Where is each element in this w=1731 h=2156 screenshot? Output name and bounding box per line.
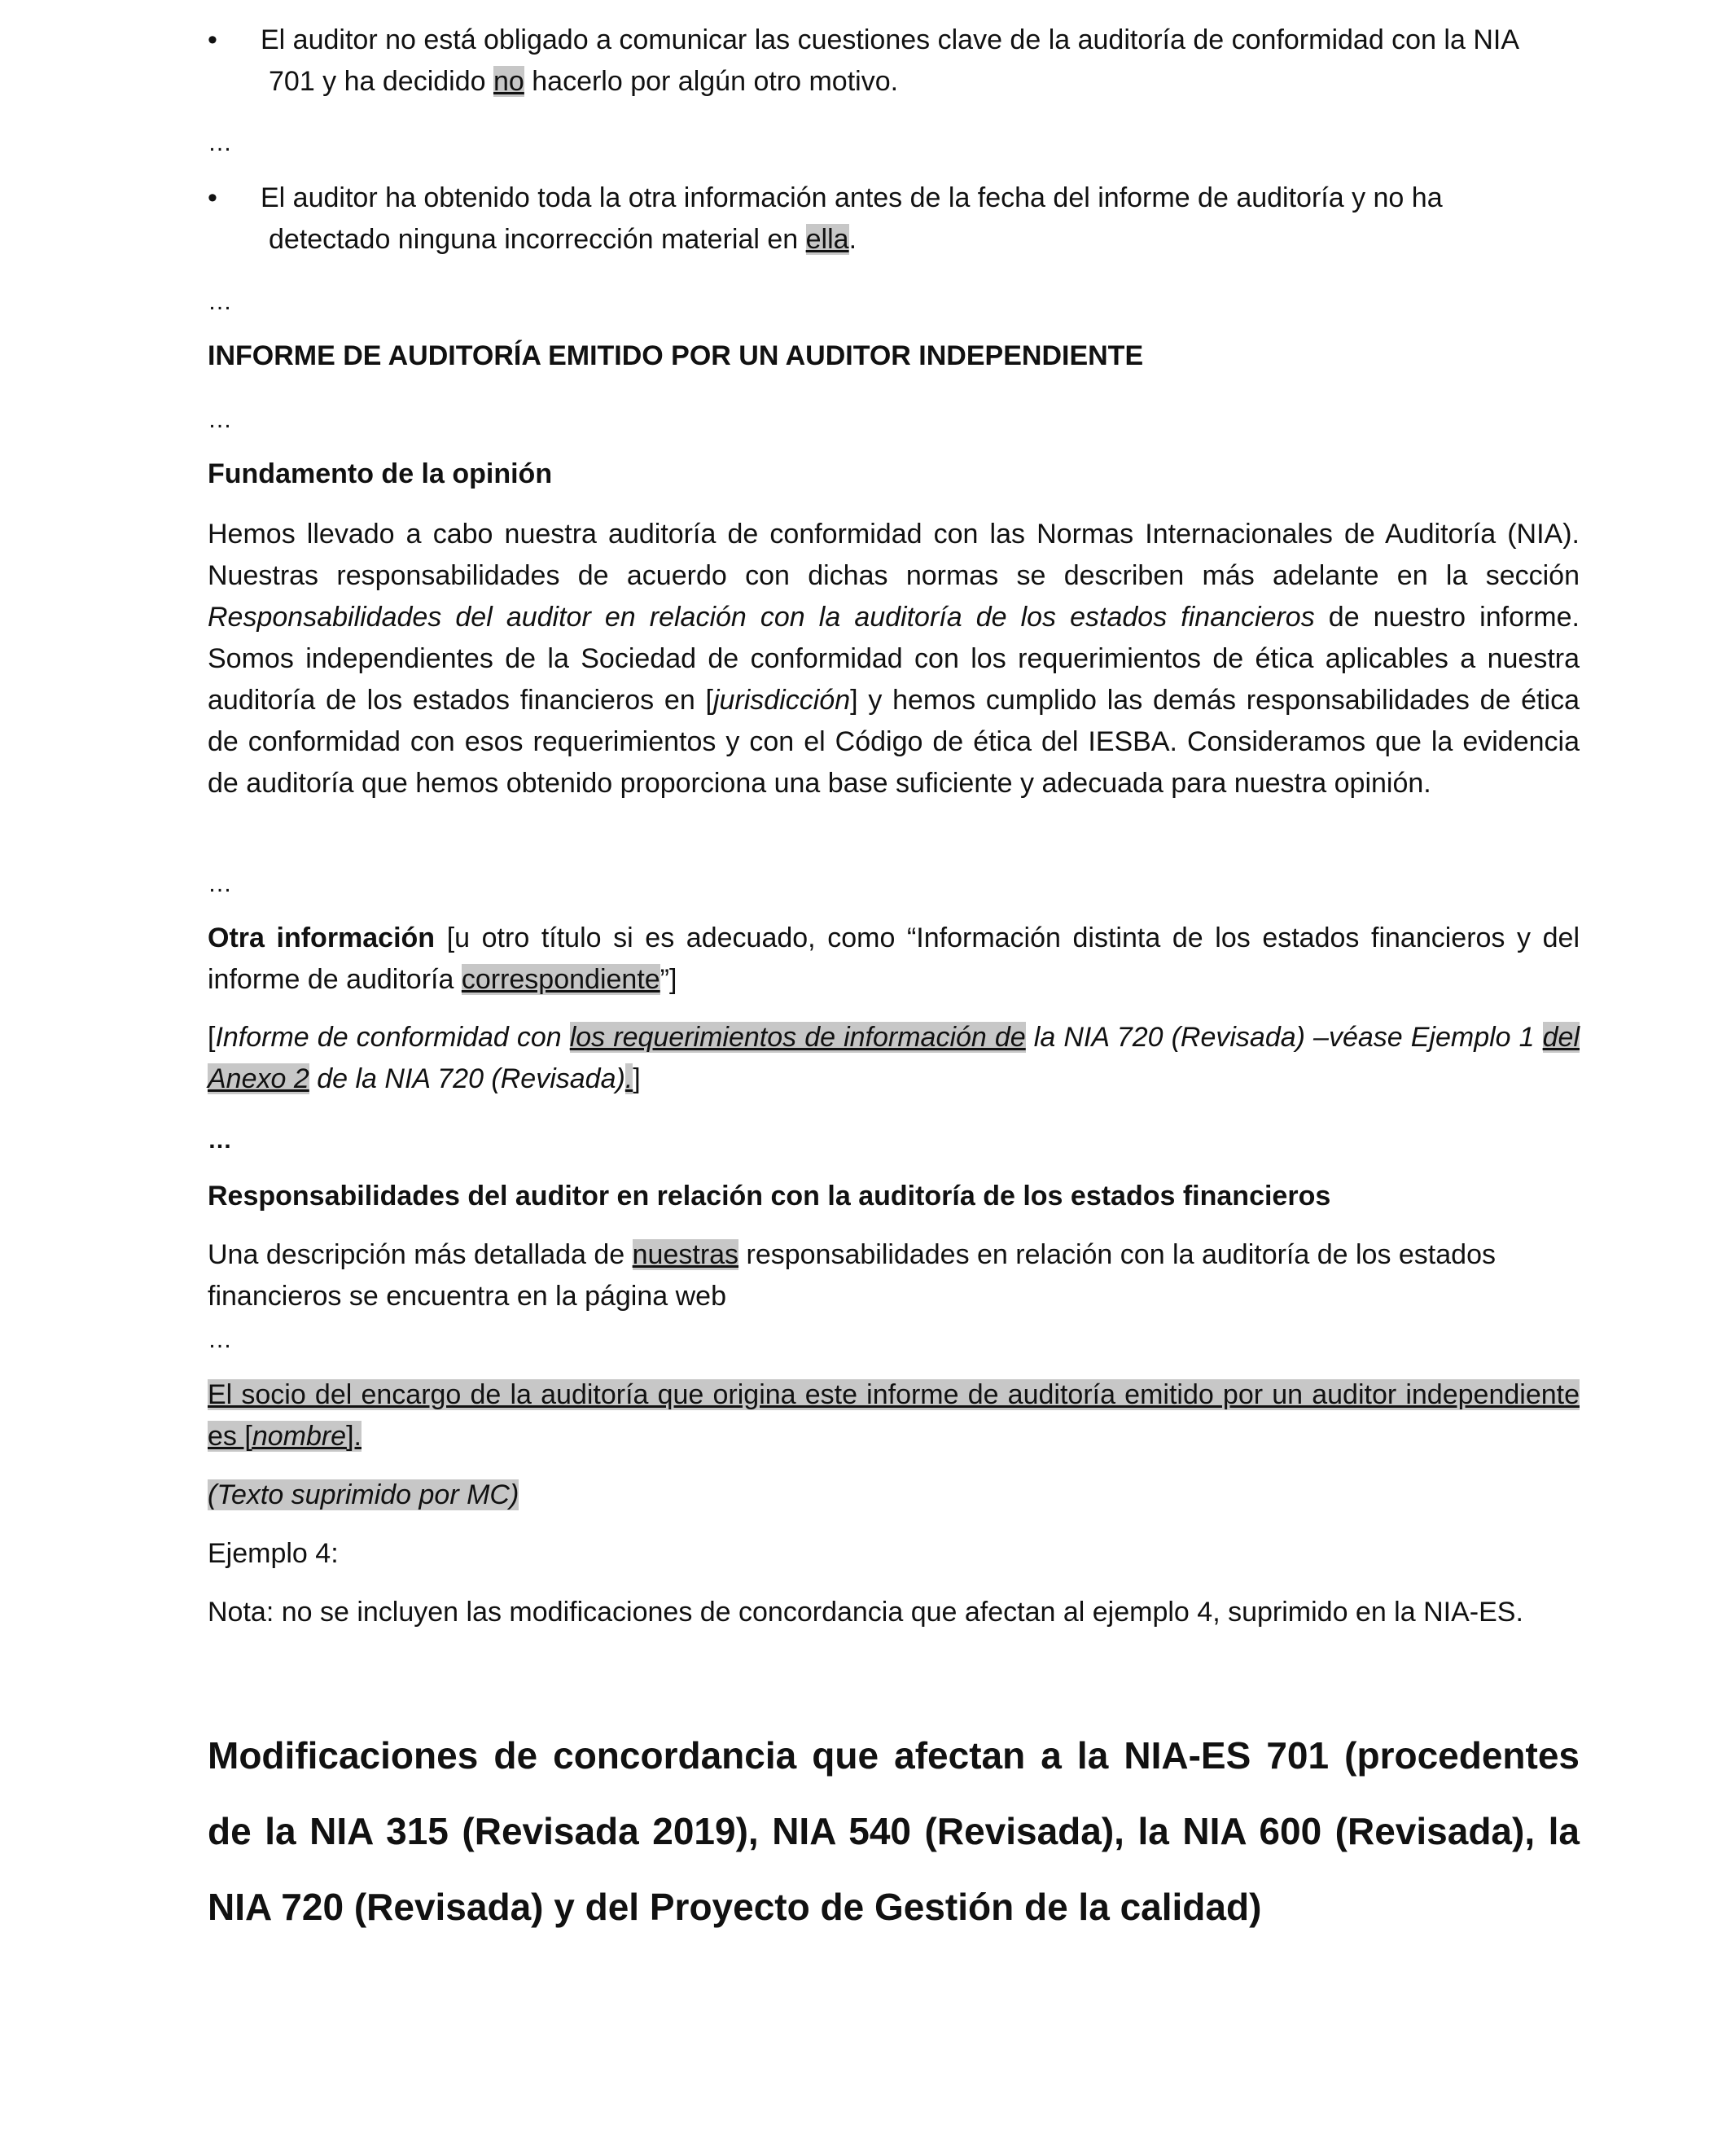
main-heading: Modificaciones de concordancia que afectan a la NIA-ES 701 (procedentes de la NIA 315 (Revisada 2019), NIA 540 (Revisada), la NIA 600 (Revisada), la NIA 720 (Revisada) y del Proyecto de Gestión de la calidad)	[208, 1734, 1580, 1928]
highlighted-phrase	[208, 1379, 1580, 1452]
bullet-line-2	[261, 61, 1580, 103]
highlighted-mark: .	[624, 1063, 633, 1094]
nota-paragraph: Nota: no se incluyen las modificaciones de concordancia que afectan al ejemplo 4, suprimido en la NIA-ES.	[208, 1597, 1523, 1628]
report-title: INFORME DE AUDITORÍA EMITIDO POR UN AUDITOR INDEPENDIENTE	[208, 340, 1144, 371]
italic-text: Informe de conformidad con	[215, 1022, 570, 1053]
suprimido-line	[208, 1475, 1580, 1516]
text-run: 701 y ha decidido	[269, 66, 493, 97]
bullet-text	[261, 177, 1580, 261]
text-run: ].	[346, 1421, 362, 1452]
bullet-item	[208, 177, 1580, 261]
ellipsis: …	[208, 288, 232, 315]
ellipsis: …	[208, 870, 232, 897]
ejemplo-4-label: Ejemplo 4:	[208, 1538, 339, 1569]
highlighted-word: del	[1542, 1022, 1580, 1053]
fundamento-paragraph	[208, 514, 1580, 804]
ellipsis: …	[208, 129, 232, 156]
bullet-dot: •	[208, 182, 217, 213]
bullet-item	[208, 20, 1580, 103]
text-run: detectado ninguna incorrección material en	[269, 224, 806, 255]
italic-text: la NIA 720 (Revisada) –véase Ejemplo 1	[1025, 1022, 1543, 1053]
ellipsis: …	[208, 1127, 232, 1154]
socio-paragraph	[208, 1374, 1580, 1457]
highlighted-word: no	[493, 66, 524, 97]
italic-text: nombre	[252, 1421, 347, 1452]
italic-text: Responsabilidades del auditor en relación con la auditoría de los estados financieros	[208, 602, 1315, 633]
text-run: ] y hemos cumplido las demás responsabilidades de ética de conformidad con esos requerimientos y con el Código de ética del IESBA. Consideramos que la evidencia de auditoría que hemos obtenido proporciona una base suficiente y adecuada para nuestra opinión.	[208, 685, 1580, 799]
text-run: [	[208, 1022, 216, 1053]
highlighted-word: correspondiente	[461, 964, 660, 995]
bullet-text	[261, 20, 1580, 103]
bullet-line: El auditor ha obtenido toda la otra información antes de la fecha del informe de auditoría y no ha	[261, 182, 1443, 213]
responsabilidades-paragraph	[208, 1234, 1580, 1317]
text-run: Hemos llevado a cabo nuestra auditoría de conformidad con las Normas Internacionales de Auditoría (NIA). Nuestras responsabilidades de acuerdo con dichas normas se describen más adelante en la sección	[208, 519, 1580, 591]
section-heading-fundamento: Fundamento de la opinión	[208, 458, 553, 489]
highlighted-italic-text: (Texto suprimido por MC)	[208, 1479, 519, 1510]
text-run: de nuestro informe. Somos independientes de la Sociedad de conformidad con los requerimientos de ética aplicables a nuestra auditoría de los estados financieros en [	[208, 602, 1580, 716]
bullet-line: El auditor no está obligado a comunicar las cuestiones clave de la auditoría de conformidad con la NIA	[261, 24, 1520, 55]
text-run: Una descripción más detallada de	[208, 1239, 633, 1270]
informe-conformidad-paragraph	[208, 1017, 1580, 1100]
highlighted-word: ella	[805, 224, 849, 255]
text-run: ”]	[660, 964, 677, 995]
bullet-dot: •	[208, 24, 217, 55]
italic-text: de la NIA 720 (Revisada)	[309, 1063, 625, 1094]
bullet-line-2	[261, 219, 1580, 261]
text-run: .	[848, 224, 857, 255]
section-heading-responsabilidades: Responsabilidades del auditor en relación con la auditoría de los estados financieros	[208, 1181, 1331, 1212]
text-run: hacerlo por algún otro motivo.	[524, 66, 899, 97]
italic-text: jurisdicción	[712, 685, 851, 716]
text-run: [u otro título si es adecuado, como “Información distinta de los estados financieros y del informe de auditoría	[208, 922, 1580, 995]
text-run: responsabilidades en relación con la auditoría de los estados financieros se encuentra en la página web	[208, 1239, 1496, 1312]
ellipsis: …	[208, 1326, 232, 1353]
otra-informacion-paragraph	[208, 918, 1580, 1001]
highlighted-word: nuestras	[632, 1239, 739, 1270]
highlighted-phrase: Anexo 2	[208, 1063, 309, 1094]
section-heading-otra: Otra información	[208, 922, 436, 953]
text-run: ]	[633, 1063, 641, 1094]
highlighted-phrase: los requerimientos de información de	[569, 1022, 1026, 1053]
ellipsis: …	[208, 406, 232, 433]
text-run: El socio del encargo de la auditoría que origina este informe de auditoría emitido por un auditor independiente es [	[208, 1379, 1580, 1452]
